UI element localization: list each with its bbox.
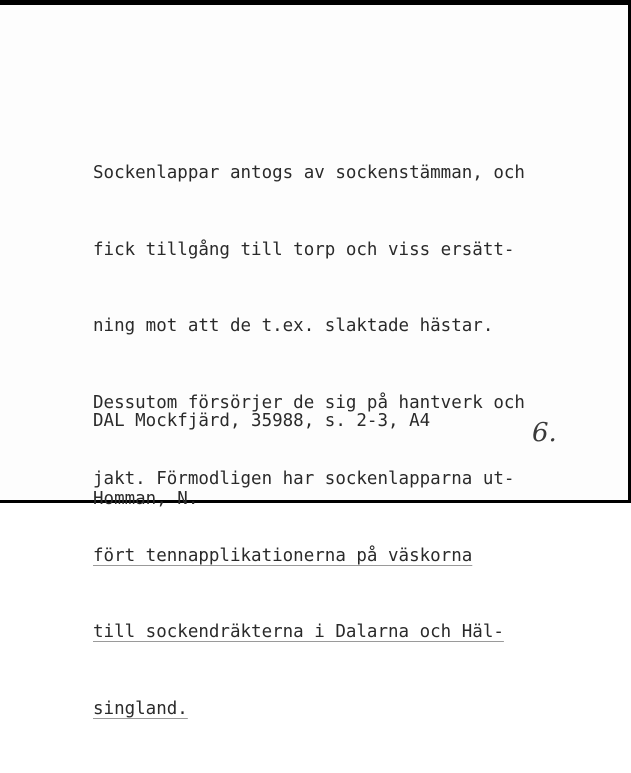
- body-line: fick tillgång till torp och viss ersätt-: [93, 239, 515, 260]
- body-line: singland.: [93, 698, 188, 719]
- body-line: jakt. Förmodligen har sockenlapparna ut-: [93, 469, 515, 489]
- card-top-edge: [0, 0, 631, 5]
- body-line: till sockendräkterna i Dalarna och Häl-: [93, 622, 504, 642]
- body-line: Sockenlappar antogs av sockenstämman, och: [93, 163, 525, 183]
- body-line: Dessutom försörjer de sig på hantverk och: [93, 392, 525, 413]
- body-line: ning mot att de t.ex. slaktade hästar.: [93, 316, 494, 336]
- reference-line: Homman, N.: [93, 489, 199, 509]
- body-line: fört tennapplikationerna på väskorna: [93, 545, 473, 566]
- handwritten-page-number: 6.: [532, 418, 557, 448]
- reference-line: DAL Mockfjärd, 35988, s. 2-3, A4: [93, 411, 431, 431]
- card-reference: [93, 356, 430, 564]
